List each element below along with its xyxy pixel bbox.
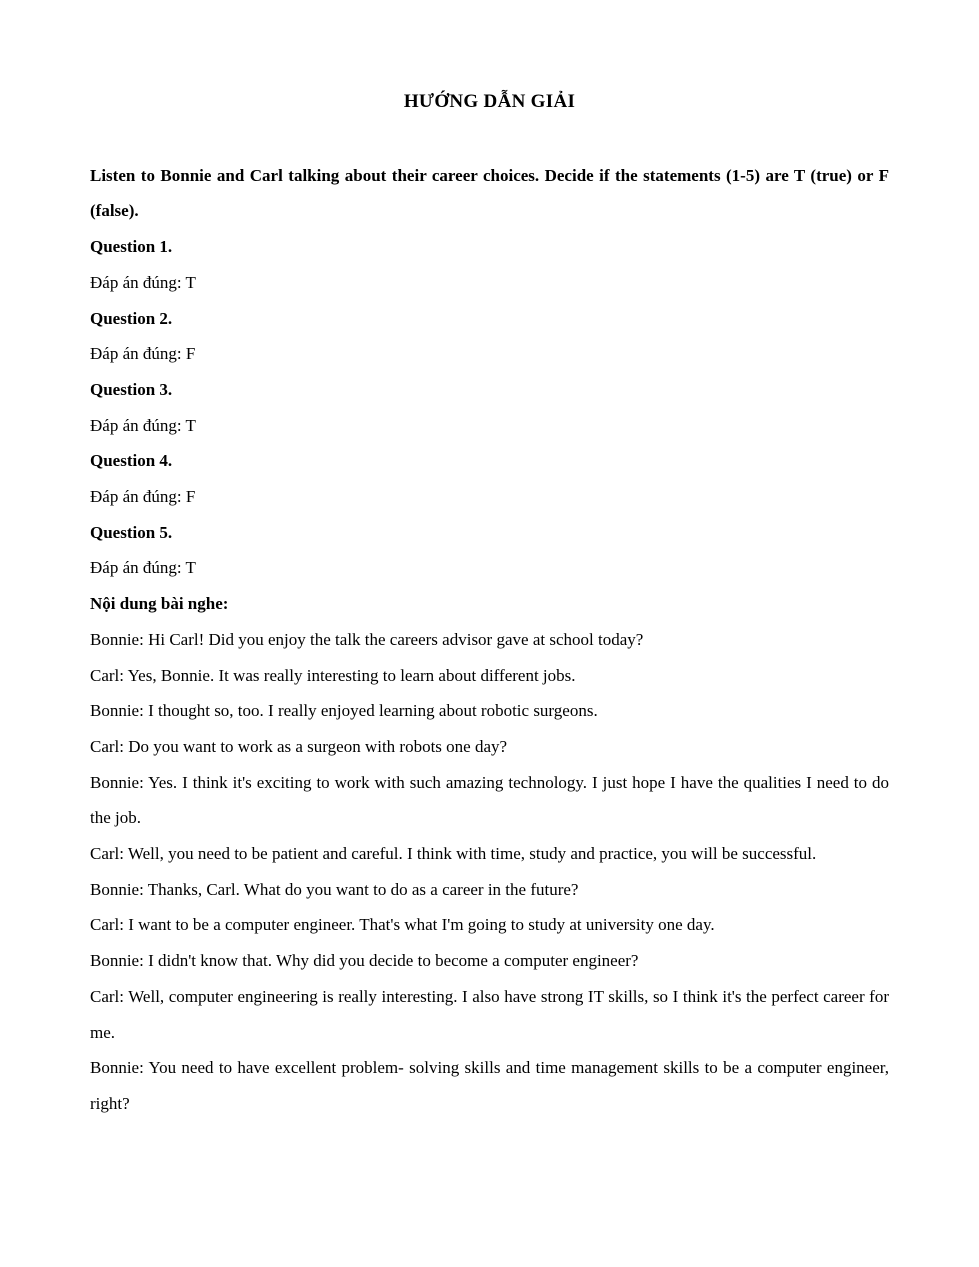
transcript-line: Bonnie: You need to have excellent problem- solving skills and time management skills to be a computer engineer, right? (90, 1058, 889, 1113)
transcript-line: Carl: Yes, Bonnie. It was really interesting to learn about different jobs. (90, 665, 576, 685)
answer-prefix-3: Đáp án đúng: (90, 415, 182, 435)
answer-prefix-1: Đáp án đúng: (90, 272, 182, 292)
instruction-text: Listen to Bonnie and Carl talking about their career choices. Decide if the statements (1-5) are T (true) or F (false). (90, 165, 889, 221)
transcript-heading: Nội dung bài nghe: (90, 594, 229, 614)
answer-line-1 (90, 265, 889, 301)
answer-prefix-2: Đáp án đúng: (90, 344, 182, 364)
transcript-line: Bonnie: I didn't know that. Why did you decide to become a computer engineer? (90, 951, 639, 971)
answer-line-2 (90, 336, 889, 372)
answer-line-4 (90, 479, 889, 515)
answer-value-4: F (185, 487, 196, 507)
question-heading-1: Question 1. (90, 237, 173, 257)
transcript-line: Carl: Do you want to work as a surgeon with robots one day? (90, 736, 508, 756)
transcript-line: Carl: I want to be a computer engineer. That's what I'm going to study at university one day. (90, 915, 715, 935)
answer-value-2: F (185, 344, 196, 364)
question-heading-3: Question 3. (90, 379, 173, 399)
answer-value-1: T (185, 272, 196, 292)
page-title: HƯỚNG DẪN GIẢI (403, 91, 576, 112)
question-heading-4: Question 4. (90, 451, 173, 471)
transcript-line: Bonnie: I thought so, too. I really enjoyed learning about robotic surgeons. (90, 701, 598, 721)
transcript-line: Bonnie: Hi Carl! Did you enjoy the talk the careers advisor gave at school today? (90, 629, 644, 649)
transcript-line: Bonnie: Thanks, Carl. What do you want to do as a career in the future? (90, 879, 579, 899)
transcript-line: Carl: Well, you need to be patient and careful. I think with time, study and practice, you will be successful. (90, 844, 817, 864)
answer-value-3: T (185, 415, 196, 435)
question-heading-2: Question 2. (90, 308, 173, 328)
answer-value-5: T (185, 558, 196, 578)
answers-section (90, 229, 889, 586)
question-heading-5: Question 5. (90, 522, 173, 542)
answer-prefix-4: Đáp án đúng: (90, 487, 182, 507)
answer-prefix-5: Đáp án đúng: (90, 558, 182, 578)
transcript-line: Bonnie: Yes. I think it's exciting to work with such amazing technology. I just hope I have the qualities I need to do the job. (90, 772, 889, 828)
transcript-line: Carl: Well, computer engineering is really interesting. I also have strong IT skills, so I think it's the perfect career for me. (90, 986, 889, 1042)
transcript-section (90, 586, 889, 1122)
answer-line-3 (90, 408, 889, 444)
answer-line-5 (90, 550, 889, 586)
